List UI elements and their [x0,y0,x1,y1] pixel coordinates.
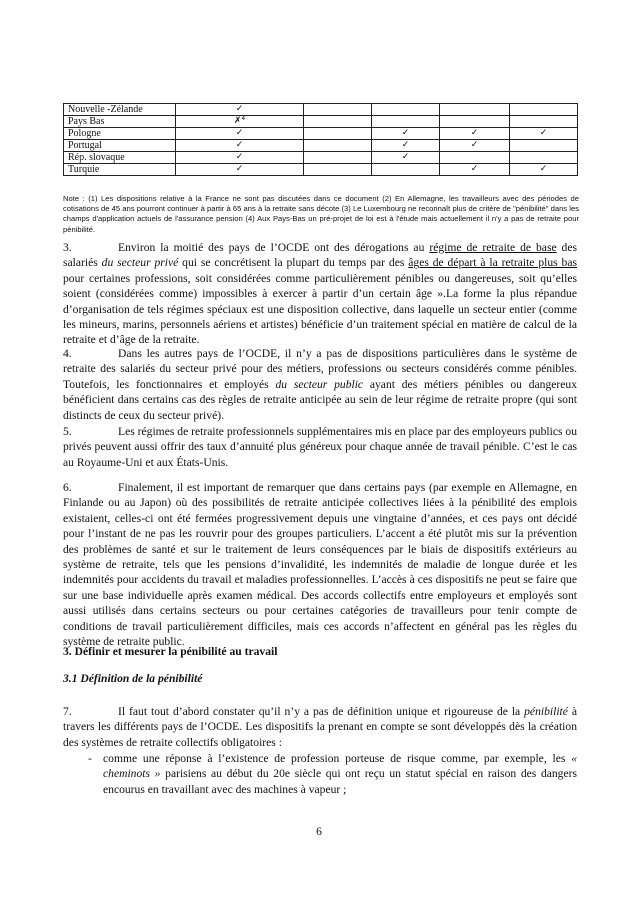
empty-cell [440,152,510,164]
empty-cell [510,152,578,164]
check-mark-cell: ✓ [440,128,510,140]
table-row [64,116,578,128]
paragraph-4: 4. Dans les autres pays de l’OCDE, il n’y a pas de dispositions particulières dans le système de retraite des salariés du secteur privé pour des métiers, professions ou secteurs considérés comme pénibles. Toutefois, les fonctionnaires et employés du secteur public ayant des métiers pénibles ou dangereux bénéficient dans certains cas des règles de retraite anticipée au sein de leur régime de retraite propre (qui sont distincts de ceux du secteur privé). [63,347,577,422]
table-row [64,104,578,116]
country-cell: Portugal [64,140,176,152]
check-mark-cell: ✓ [176,140,304,152]
countries-table [63,103,578,176]
empty-cell [304,164,372,176]
empty-cell [440,104,510,116]
subsection-heading: 3.1 Définition de la pénibilité [63,672,203,685]
empty-cell [510,104,578,116]
check-mark-cell: ✓ [372,152,440,164]
table-row [64,164,578,176]
check-mark-cell: ✓ [176,104,304,116]
country-cell: Turquie [64,164,176,176]
empty-cell [304,140,372,152]
table-row [64,128,578,140]
empty-cell [372,116,440,128]
empty-cell [304,152,372,164]
section-heading: 3. Définir et mesurer la pénibilité au travail [63,645,278,658]
check-mark-cell: ✓ [372,140,440,152]
empty-cell [372,164,440,176]
check-mark-cell: ✓ [440,164,510,176]
empty-cell [372,104,440,116]
check-mark-cell: ✓ [510,164,578,176]
empty-cell [304,128,372,140]
country-cell: Pologne [64,128,176,140]
check-mark-cell: ✓ [372,128,440,140]
country-cell: Nouvelle -Zélande [64,104,176,116]
paragraph-3: 3. Environ la moitié des pays de l’OCDE ont des dérogations au régime de retraite de base des salariés du secteur privé qui se concrétisent la plupart du temps par des âges de départ à la retraite plus bas pour certaines professions, soit considérées comme particulièrement pénibles ou dangereuses, soit qu’elles soient (considérées comme) impossibles à exercer à partir d’un certain âge ».La forme la plus répandue d’organisation de tels régimes spéciaux est une disposition collective, dans laquelle un secteur entier (comme les mineurs, marins, personnels aériens et artistes) bénéficie d’un traitement spécial en matière de calcul de la retraite et d’âge de la retraite. [63,241,578,347]
check-mark-cell: ✗⁴ [176,116,304,128]
country-cell: Pays Bas [64,116,176,128]
paragraph-7: 7. Il faut tout d’abord constater qu’il n’y a pas de définition unique et rigoureuse de la pénibilité à travers les différents pays de l’OCDE. Les dispositifs la prenant en compte se sont développés dès la création des systèmes de retraite collectifs obligatoires : [63,705,578,749]
check-mark-cell: ✓ [176,152,304,164]
bullet-item: - comme une réponse à l’existence de profession porteuse de risque comme, par exemple, les « cheminots » parisiens au début du 20e siècle qui ont reçu un statut spécial en raison des dangers encourus en travaillant avec des machines à vapeur ; [88,752,577,796]
page-number: 6 [316,825,322,838]
empty-cell [510,116,578,128]
bullet-dash: - [88,752,92,765]
paragraph-6: 6. Finalement, il est important de remarquer que dans certains pays (par exemple en Allemagne, en Finlande ou au Japon) où des possibilités de retraite anticipée collectives liées à la pénibilité des emplois existaient, celles-ci ont été fermées progressivement depuis une vingtaine d’années, et ces pays ont décidé pour l’instant de ne pas les rouvrir pour des groupes particuliers. L’accent a été plutôt mis sur la prévention des problèmes de santé et sur le traitement de leurs conséquences par le biais de dispositifs extérieurs au système de retraite, tels que les pensions d’invalidité, les indemnités de maladie de longue durée et les indemnités pour accidents du travail et maladies professionnelles. L’accès à ces dispositifs ne peut se faire que sur une base individuelle après examen médical. Des accords collectifs entre employeurs et employés sont aussi utilisés dans certains secteurs ou pour certaines catégories de travailleurs pour tenir compte de conditions de travail particulièrement difficiles, mais ces accords n’affectent en général pas les règles du système de retraite public. [63,481,577,649]
table-note: Note : (1) Les dispositions relative à la France ne sont pas discutées dans ce document (2) En Allemagne, les travailleurs avec des périodes de cotisations de 45 ans pourront continuer à partir à 65 ans à la retraite sans décote (3) Le Luxembourg ne reconnaît plus de critère de "pénibilité" dans les champs d'application actuels de l'assurance pension (4) Aux Pays-Bas un pré-projet de loi est à l'étude mais actuellement il n'y a pas de retraite pour pénibilité. [63,194,579,234]
empty-cell [304,104,372,116]
empty-cell [510,140,578,152]
check-mark-cell: ✓ [440,140,510,152]
check-mark-cell: ✓ [176,164,304,176]
empty-cell [440,116,510,128]
paragraph-5: 5. Les régimes de retraite professionnels supplémentaires mis en place par des employeurs publics ou privés peuvent aussi offrir des taux d’annuité plus généreux pour chaque année de travail pénible. C’est le cas au Royaume-Uni et aux États-Unis. [63,425,577,469]
table-row [64,152,578,164]
empty-cell [304,116,372,128]
country-cell: Rép. slovaque [64,152,176,164]
check-mark-cell: ✓ [510,128,578,140]
table-row [64,140,578,152]
check-mark-cell: ✓ [176,128,304,140]
